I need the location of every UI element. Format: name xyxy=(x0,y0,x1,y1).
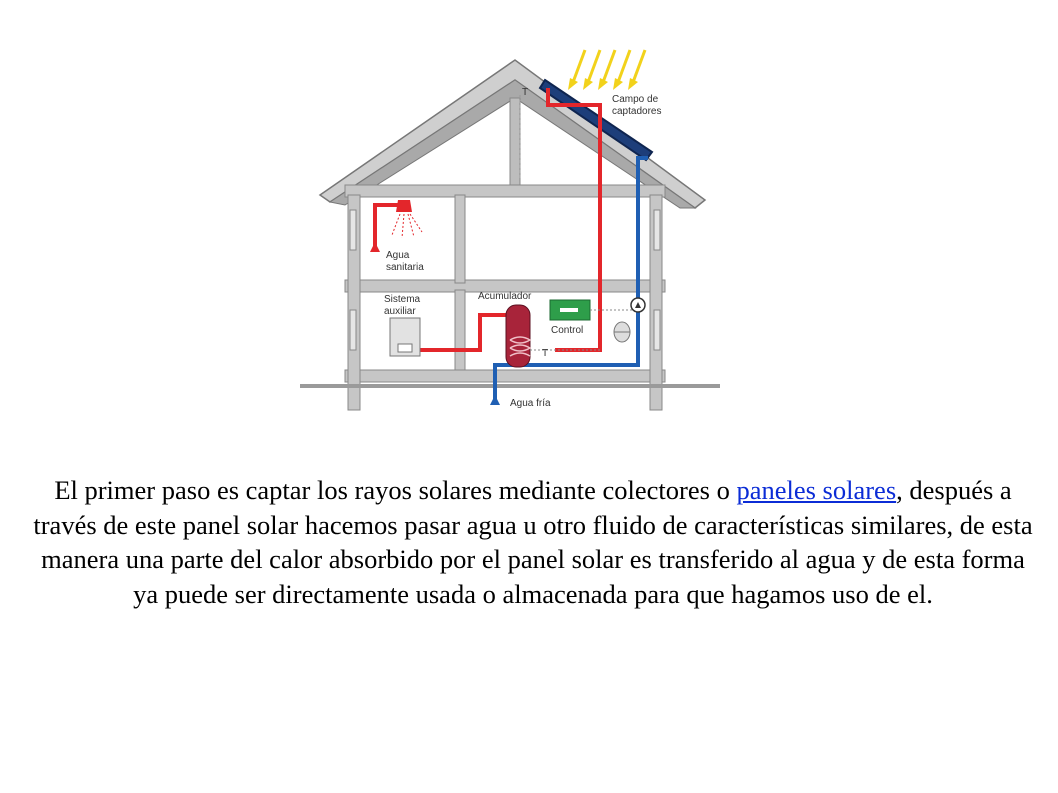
sun-ray-heads xyxy=(568,78,638,90)
label-sanitary-1: Agua xyxy=(386,250,410,261)
label-auxiliary-1: Sistema xyxy=(384,294,421,305)
solar-heating-diagram xyxy=(300,40,720,420)
label-collectors-1: Campo de xyxy=(612,94,659,105)
hot-water-arrow-icon xyxy=(370,242,380,252)
label-auxiliary-2: auxiliar xyxy=(384,306,416,317)
caption-paragraph xyxy=(28,473,1038,611)
auxiliary-system-box xyxy=(390,318,420,356)
label-sanitary-2: sanitaria xyxy=(386,262,424,273)
label-control: Control xyxy=(551,325,584,336)
label-t-low: T xyxy=(542,348,549,359)
caption-text-end: , después a través de este panel solar hacemos pasar agua u otro fluido de características similares, de esta manera una parte del calor absorbido por el panel solar es transferido al agua y de esta forma ya puede ser directamente usada o almacenada para que hagamos uso de el. xyxy=(33,475,1033,609)
sun-rays-icon xyxy=(572,50,645,85)
cold-water-arrow-icon xyxy=(490,395,500,405)
label-accumulator: Acumulador xyxy=(478,291,532,302)
attic-post xyxy=(510,98,520,190)
label-cold-water: Agua fría xyxy=(510,398,551,409)
caption-text-start: El primer paso es captar los rayos solares mediante colectores o xyxy=(54,475,737,505)
label-collectors-2: captadores xyxy=(612,106,662,117)
accumulator-tank xyxy=(506,305,530,367)
solar-panels-link[interactable]: paneles solares xyxy=(736,475,897,505)
label-t-top: T xyxy=(522,87,529,98)
expansion-vessel-icon xyxy=(614,322,630,342)
